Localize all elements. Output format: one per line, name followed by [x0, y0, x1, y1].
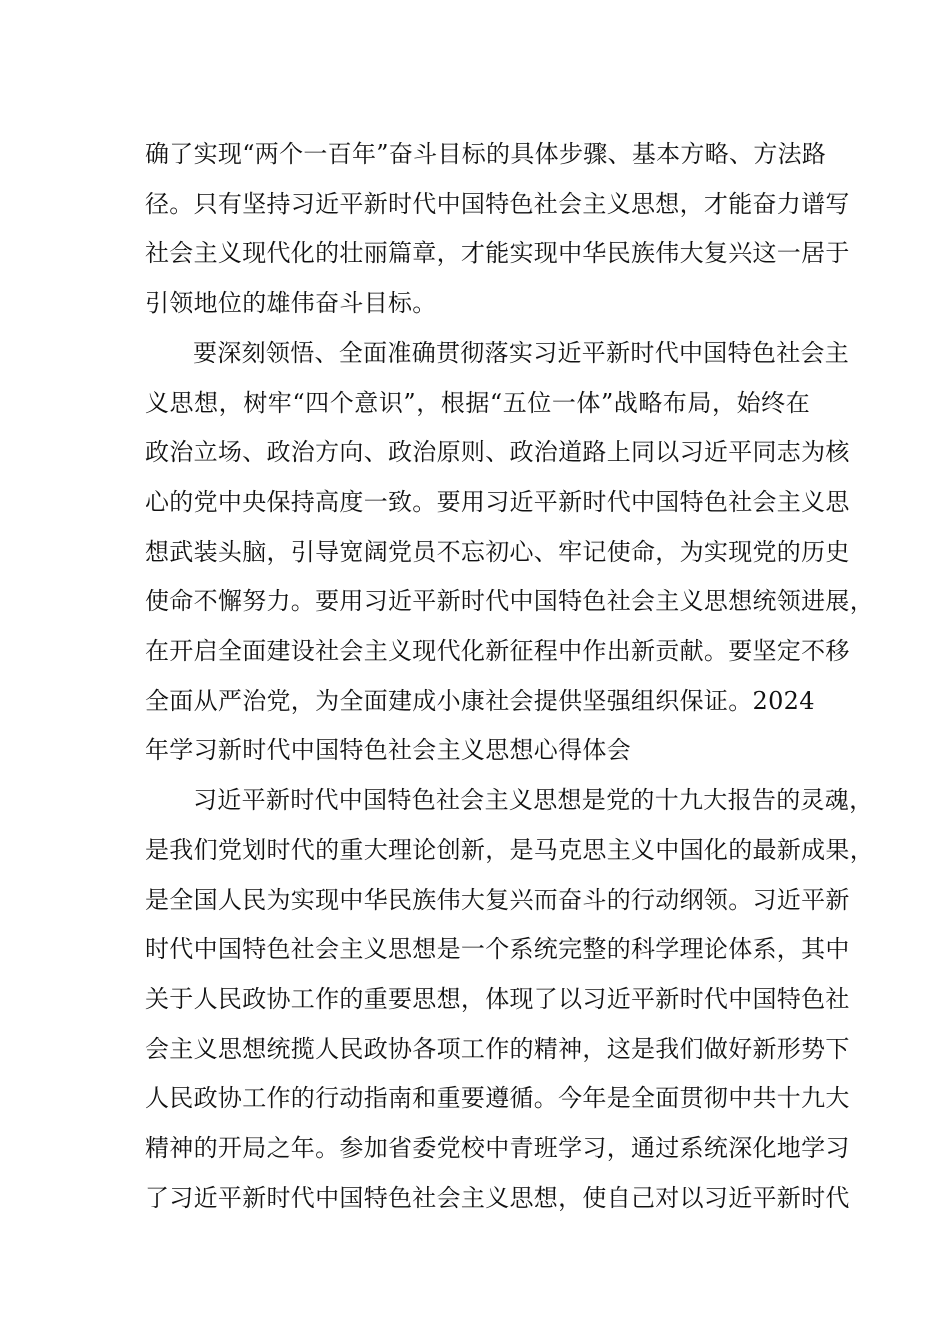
paragraph-line: 政治立场、政治方向、政治原则、政治道路上同以习近平同志为核 — [145, 438, 850, 467]
paragraph-line: 要深刻领悟、全面准确贯彻落实习近平新时代中国特色社会主 — [193, 338, 850, 367]
paragraph-1 — [145, 130, 850, 329]
heading-line: 年学习新时代中国特色社会主义思想心得体会 — [145, 736, 631, 765]
paragraph-line: 习近平新时代中国特色社会主义思想是党的十九大报告的灵魂， — [193, 786, 874, 815]
year-fragment: 2024 — [752, 686, 815, 715]
paragraph-line: 是全国人民为实现中华民族伟大复兴而奋斗的行动纲领。习近平新 — [145, 885, 850, 914]
paragraph-line: 全面从严治党，为全面建成小康社会提供坚强组织保证。 — [145, 686, 753, 715]
paragraph-line: 人民政协工作的行动指南和重要遵循。今年是全面贯彻中共十九大 — [145, 1084, 850, 1113]
paragraph-line: 在开启全面建设社会主义现代化新征程中作出新贡献。要坚定不移 — [145, 637, 850, 666]
paragraph-line: 时代中国特色社会主义思想是一个系统完整的科学理论体系，其中 — [145, 935, 850, 964]
paragraph-line: 关于人民政协工作的重要思想，体现了以习近平新时代中国特色社 — [145, 984, 850, 1013]
paragraph-line: 使命不懈努力。要用习近平新时代中国特色社会主义思想统领进展， — [145, 587, 874, 616]
paragraph-line: 想武装头脑，引导宽阔党员不忘初心、牢记使命，为实现党的历史 — [145, 537, 850, 566]
paragraph-line: 了习近平新时代中国特色社会主义思想，使自己对以习近平新时代 — [145, 1183, 850, 1212]
paragraph-line-with-year — [145, 677, 815, 727]
document-body — [145, 130, 874, 1223]
paragraph-line: 精神的开局之年。参加省委党校中青班学习，通过系统深化地学习 — [145, 1134, 850, 1163]
paragraph-line: 引领地位的雄伟奋斗目标。 — [145, 289, 437, 318]
paragraph-line: 是我们党划时代的重大理论创新，是马克思主义中国化的最新成果， — [145, 835, 874, 864]
paragraph-3 — [145, 776, 874, 1223]
paragraph-line: 径。只有坚持习近平新时代中国特色社会主义思想，才能奋力谱写 — [145, 189, 850, 218]
paragraph-2 — [145, 329, 874, 776]
paragraph-line: 社会主义现代化的壮丽篇章，才能实现中华民族伟大复兴这一居于 — [145, 239, 850, 268]
paragraph-line: 确了实现“两个一百年”奋斗目标的具体步骤、基本方略、方法路 — [145, 140, 827, 168]
paragraph-line: 义思想，树牢“四个意识”，根据“五位一体”战略布局，始终在 — [145, 388, 810, 417]
paragraph-line: 会主义思想统揽人民政协各项工作的精神，这是我们做好新形势下 — [145, 1034, 850, 1063]
paragraph-line: 心的党中央保持高度一致。要用习近平新时代中国特色社会主义思 — [145, 487, 850, 516]
